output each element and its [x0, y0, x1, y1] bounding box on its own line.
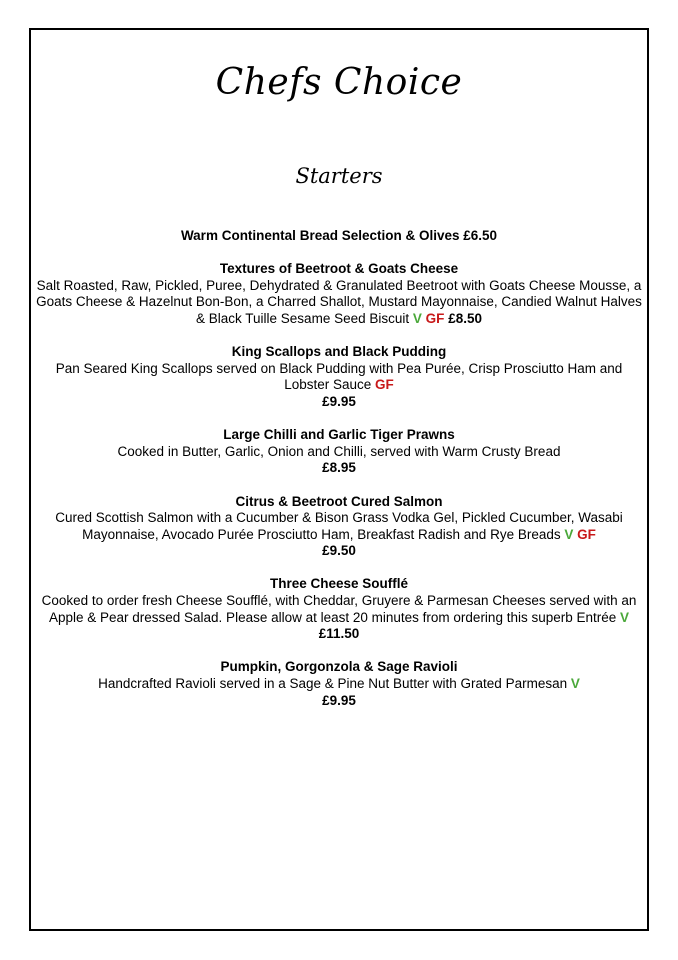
menu-item [36, 576, 642, 642]
menu-item [36, 494, 642, 560]
menu-item-description [36, 676, 642, 693]
gluten-free-tag: GF [425, 310, 445, 326]
menu-item-description [36, 361, 642, 394]
menu-item-price: £9.95 [322, 692, 356, 708]
menu-item-description [36, 510, 642, 543]
menu-item-price: £8.50 [448, 310, 482, 326]
menu-item [36, 344, 642, 410]
menu-item [36, 228, 642, 245]
menu-item-price: £9.95 [322, 393, 356, 409]
menu-item-name: Pumpkin, Gorgonzola & Sage Ravioli [220, 659, 458, 675]
menu-item-description [36, 444, 642, 461]
menu-item-price: £8.95 [322, 460, 356, 476]
menu-item-name: Textures of Beetroot & Goats Cheese [219, 261, 459, 277]
menu-item-description-text: Cured Scottish Salmon with a Cucumber & Bison Grass Vodka Gel, Pickled Cucumber, Wasabi Mayonnaise, Avocado Purée Prosciutto Ham, Breakfast Radish and Rye Breads [55, 510, 623, 542]
menu-item-name: Citrus & Beetroot Cured Salmon [235, 493, 443, 509]
menu-item-name: Warm Continental Bread Selection & Olives £6.50 [180, 228, 498, 243]
menu-item-name: King Scallops and Black Pudding [231, 344, 447, 360]
gluten-free-tag: GF [577, 526, 596, 542]
menu-item [36, 427, 642, 477]
section-title-starters: Starters [295, 164, 383, 188]
menu-item-description-text: Cooked in Butter, Garlic, Onion and Chilli, served with Warm Crusty Bread [117, 443, 561, 459]
menu-item [36, 659, 642, 709]
menu-item-price: £11.50 [318, 626, 360, 642]
menu-item-description-text: Pan Seared King Scallops served on Black Pudding with Pea Purée, Crisp Prosciutto Ham and Lobster Sauce [55, 360, 623, 393]
menu-items-list [36, 228, 642, 726]
vegetarian-tag: V [564, 526, 574, 542]
menu-item-description [36, 278, 642, 328]
gluten-free-tag: GF [375, 377, 394, 393]
menu-item-name: Three Cheese Soufflé [269, 576, 409, 592]
menu-item-description [36, 593, 642, 626]
vegetarian-tag: V [570, 676, 580, 692]
menu-item-description-text: Handcrafted Ravioli served in a Sage & Pine Nut Butter with Grated Parmesan [98, 676, 568, 692]
menu-item-description-text: Salt Roasted, Raw, Pickled, Puree, Dehydrated & Granulated Beetroot with Goats Cheese Mousse, a Goats Cheese & Hazelnut Bon-Bon, a Charred Shallot, Mustard Mayonnaise, Candied Walnut Halves & Black Tuille Sesame Seed Biscuit [36, 277, 642, 326]
menu-item-price: £9.50 [322, 543, 356, 559]
menu-item-description-text: Cooked to order fresh Cheese Soufflé, with Cheddar, Gruyere & Parmesan Cheeses served with an Apple & Pear dressed Salad. Please allow at least 20 minutes from ordering this superb Entrée [41, 593, 637, 625]
menu-item-name: Large Chilli and Garlic Tiger Prawns [223, 427, 455, 443]
vegetarian-tag: V [412, 310, 422, 326]
menu-item [36, 261, 642, 327]
vegetarian-tag: V [620, 609, 630, 625]
menu-title: Chefs Choice [215, 62, 463, 103]
